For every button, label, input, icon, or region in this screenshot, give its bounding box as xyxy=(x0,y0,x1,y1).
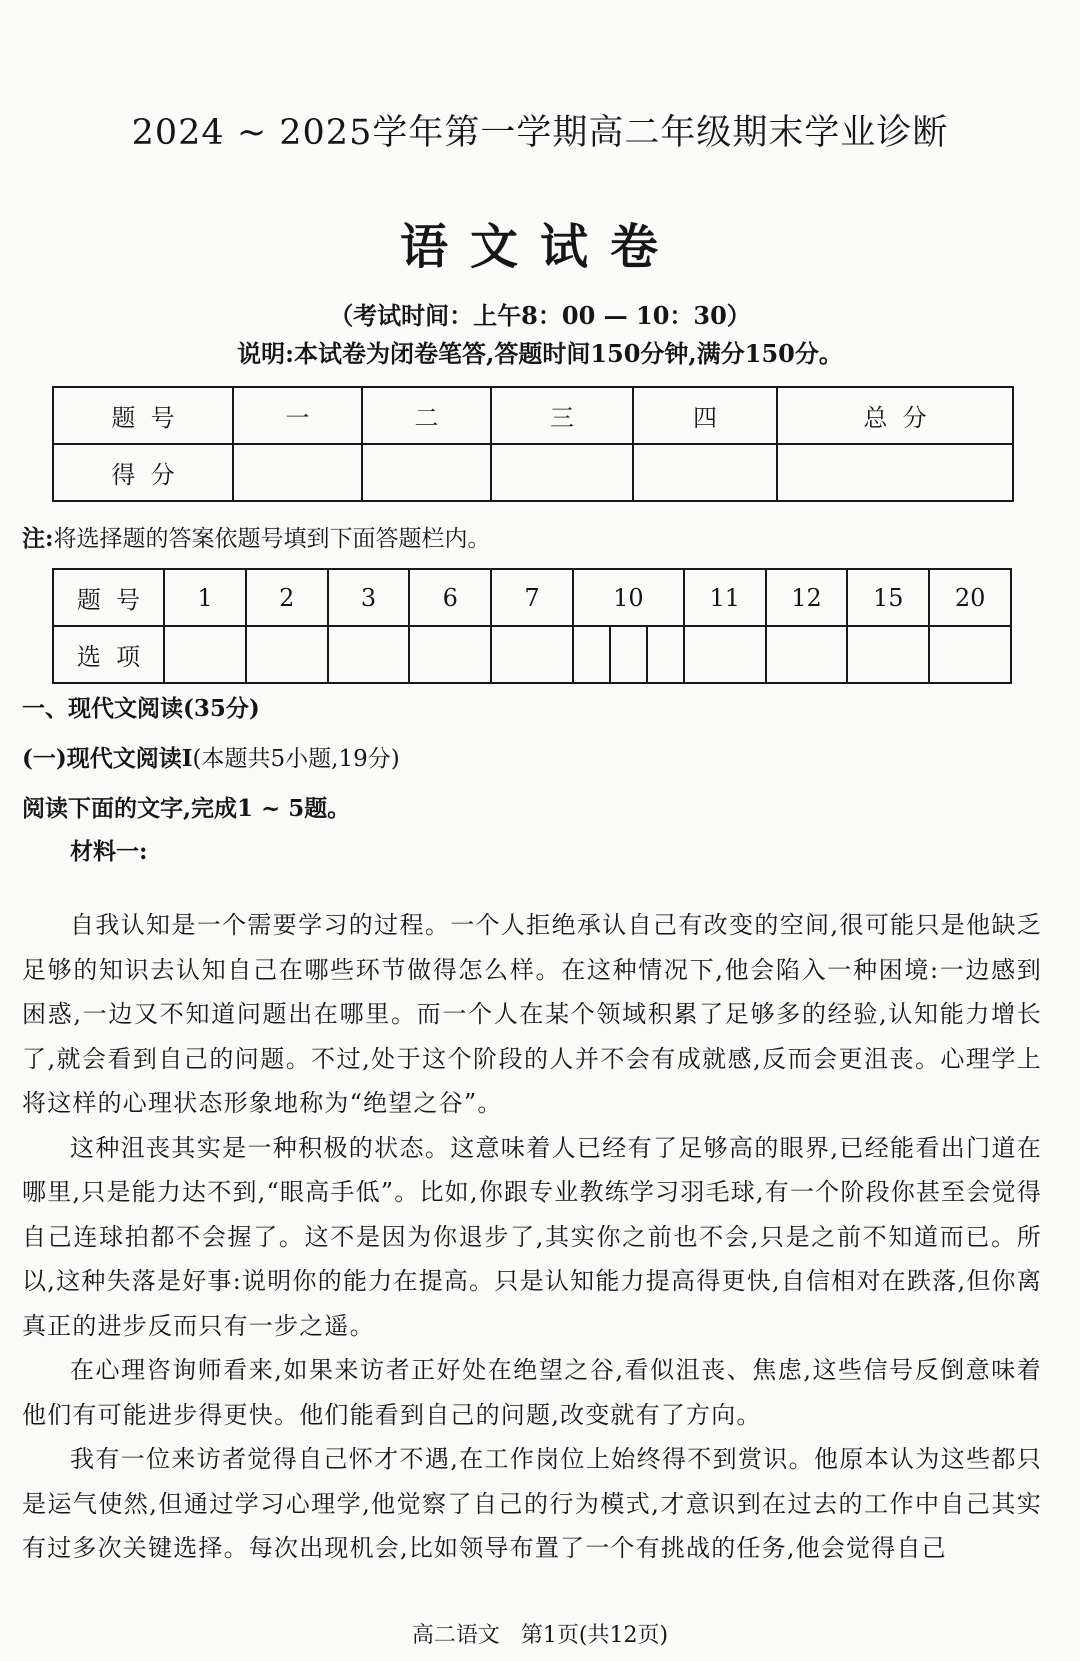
question-number: 7 xyxy=(491,569,573,626)
answer-cell[interactable] xyxy=(328,626,410,683)
question-number: 15 xyxy=(847,569,929,626)
section-heading: 一、现代文阅读(35分) xyxy=(22,695,260,722)
notice-text: 将选择题的答案依题号填到下面答题栏内。 xyxy=(53,526,491,552)
question-number: 1 xyxy=(164,569,246,626)
answer-cell[interactable] xyxy=(847,626,929,683)
question-number: 2 xyxy=(246,569,328,626)
score-col-1: 一 xyxy=(233,387,362,444)
score-col-2: 二 xyxy=(362,387,491,444)
score-table-header-row xyxy=(53,387,1013,444)
answer-row-label: 题 号 xyxy=(53,569,164,626)
question-number: 3 xyxy=(328,569,410,626)
answer-cell-split xyxy=(573,626,684,683)
answer-subcell[interactable] xyxy=(648,627,683,682)
answer-cell[interactable] xyxy=(766,626,848,683)
score-col-total: 总 分 xyxy=(777,387,1013,444)
score-table-score-row xyxy=(53,444,1013,501)
notice-prefix: 注: xyxy=(22,525,54,552)
material-label: 材料一: xyxy=(70,838,148,865)
exam-time: （考试时间：上午8：00 — 10：30） xyxy=(329,301,751,330)
question-number: 10 xyxy=(573,569,684,626)
score-col-3: 三 xyxy=(491,387,633,444)
answer-subcell[interactable] xyxy=(574,627,611,682)
score-row-label: 得 分 xyxy=(53,444,233,501)
answer-cell[interactable] xyxy=(164,626,246,683)
question-number: 12 xyxy=(766,569,848,626)
answer-subcells xyxy=(574,627,683,682)
answer-table-option-row xyxy=(53,626,1011,683)
score-cell[interactable] xyxy=(362,444,491,501)
score-cell[interactable] xyxy=(233,444,362,501)
answer-cell[interactable] xyxy=(684,626,766,683)
page-footer: 高二语文 第1页(共12页) xyxy=(411,1623,669,1648)
answer-row-label: 选 项 xyxy=(53,626,164,683)
subsection-note: (本题共5小题,19分) xyxy=(192,746,400,772)
subsection-heading xyxy=(22,740,400,773)
answer-table xyxy=(52,568,1012,684)
question-number: 20 xyxy=(929,569,1011,626)
subsection-title: (一)现代文阅读Ⅰ xyxy=(22,745,193,772)
score-table xyxy=(52,386,1014,502)
score-cell[interactable] xyxy=(633,444,777,501)
score-row-label: 题 号 xyxy=(53,387,233,444)
answer-subcell[interactable] xyxy=(611,627,648,682)
answer-cell[interactable] xyxy=(929,626,1011,683)
answer-cell[interactable] xyxy=(246,626,328,683)
subject-title: 语文试卷 xyxy=(399,219,680,275)
reading-passage xyxy=(22,903,1042,1571)
question-number: 11 xyxy=(684,569,766,626)
passage-paragraph: 在心理咨询师看来,如果来访者正好处在绝望之谷,看似沮丧、焦虑,这些信号反倒意味着他们有可能进步得更快。他们能看到自己的问题,改变就有了方向。 xyxy=(22,1356,1042,1429)
exam-note: 说明:本试卷为闭卷笔答,答题时间150分钟,满分150分。 xyxy=(237,339,843,368)
score-col-4: 四 xyxy=(633,387,777,444)
answer-cell[interactable] xyxy=(491,626,573,683)
question-number: 6 xyxy=(409,569,491,626)
passage-paragraph: 这种沮丧其实是一种积极的状态。这意味着人已经有了足够高的眼界,已经能看出门道在哪里,只是能力达不到,“眼高手低”。比如,你跟专业教练学习羽毛球,有一个阶段你甚至会觉得自己连球拍都不会握了。这不是因为你退步了,其实你之前也不会,只是之前不知道而已。所以,这种失落是好事:说明你的能力在提高。只是认知能力提高得更快,自信相对在跌落,但你离真正的进步反而只有一步之遥。 xyxy=(22,1133,1042,1340)
reading-instruction: 阅读下面的文字,完成1 ~ 5题。 xyxy=(22,795,351,822)
passage-paragraph: 我有一位来访者觉得自己怀才不遇,在工作岗位上始终得不到赏识。他原本认为这些都只是运气使然,但通过学习心理学,他觉察了自己的行为模式,才意识到在过去的工作中自己其实有过多次关键选择。每次出现机会,比如领导布置了一个有挑战的任务,他会觉得自己 xyxy=(22,1445,1042,1562)
answer-notice xyxy=(22,520,491,553)
score-cell-total[interactable] xyxy=(777,444,1013,501)
passage-paragraph: 自我认知是一个需要学习的过程。一个人拒绝承认自己有改变的空间,很可能只是他缺乏足够的知识去认知自己在哪些环节做得怎么样。在这种情况下,他会陷入一种困境:一边感到困惑,一边又不知道问题出在哪里。而一个人在某个领域积累了足够多的经验,认知能力增长了,就会看到自己的问题。不过,处于这个阶段的人并不会有成就感,反而会更沮丧。心理学上将这样的心理状态形象地称为“绝望之谷”。 xyxy=(22,911,1042,1117)
answer-table-number-row xyxy=(53,569,1011,626)
exam-title: 2024 ~ 2025学年第一学期高二年级期末学业诊断 xyxy=(131,113,949,153)
answer-cell[interactable] xyxy=(409,626,491,683)
score-cell[interactable] xyxy=(491,444,633,501)
